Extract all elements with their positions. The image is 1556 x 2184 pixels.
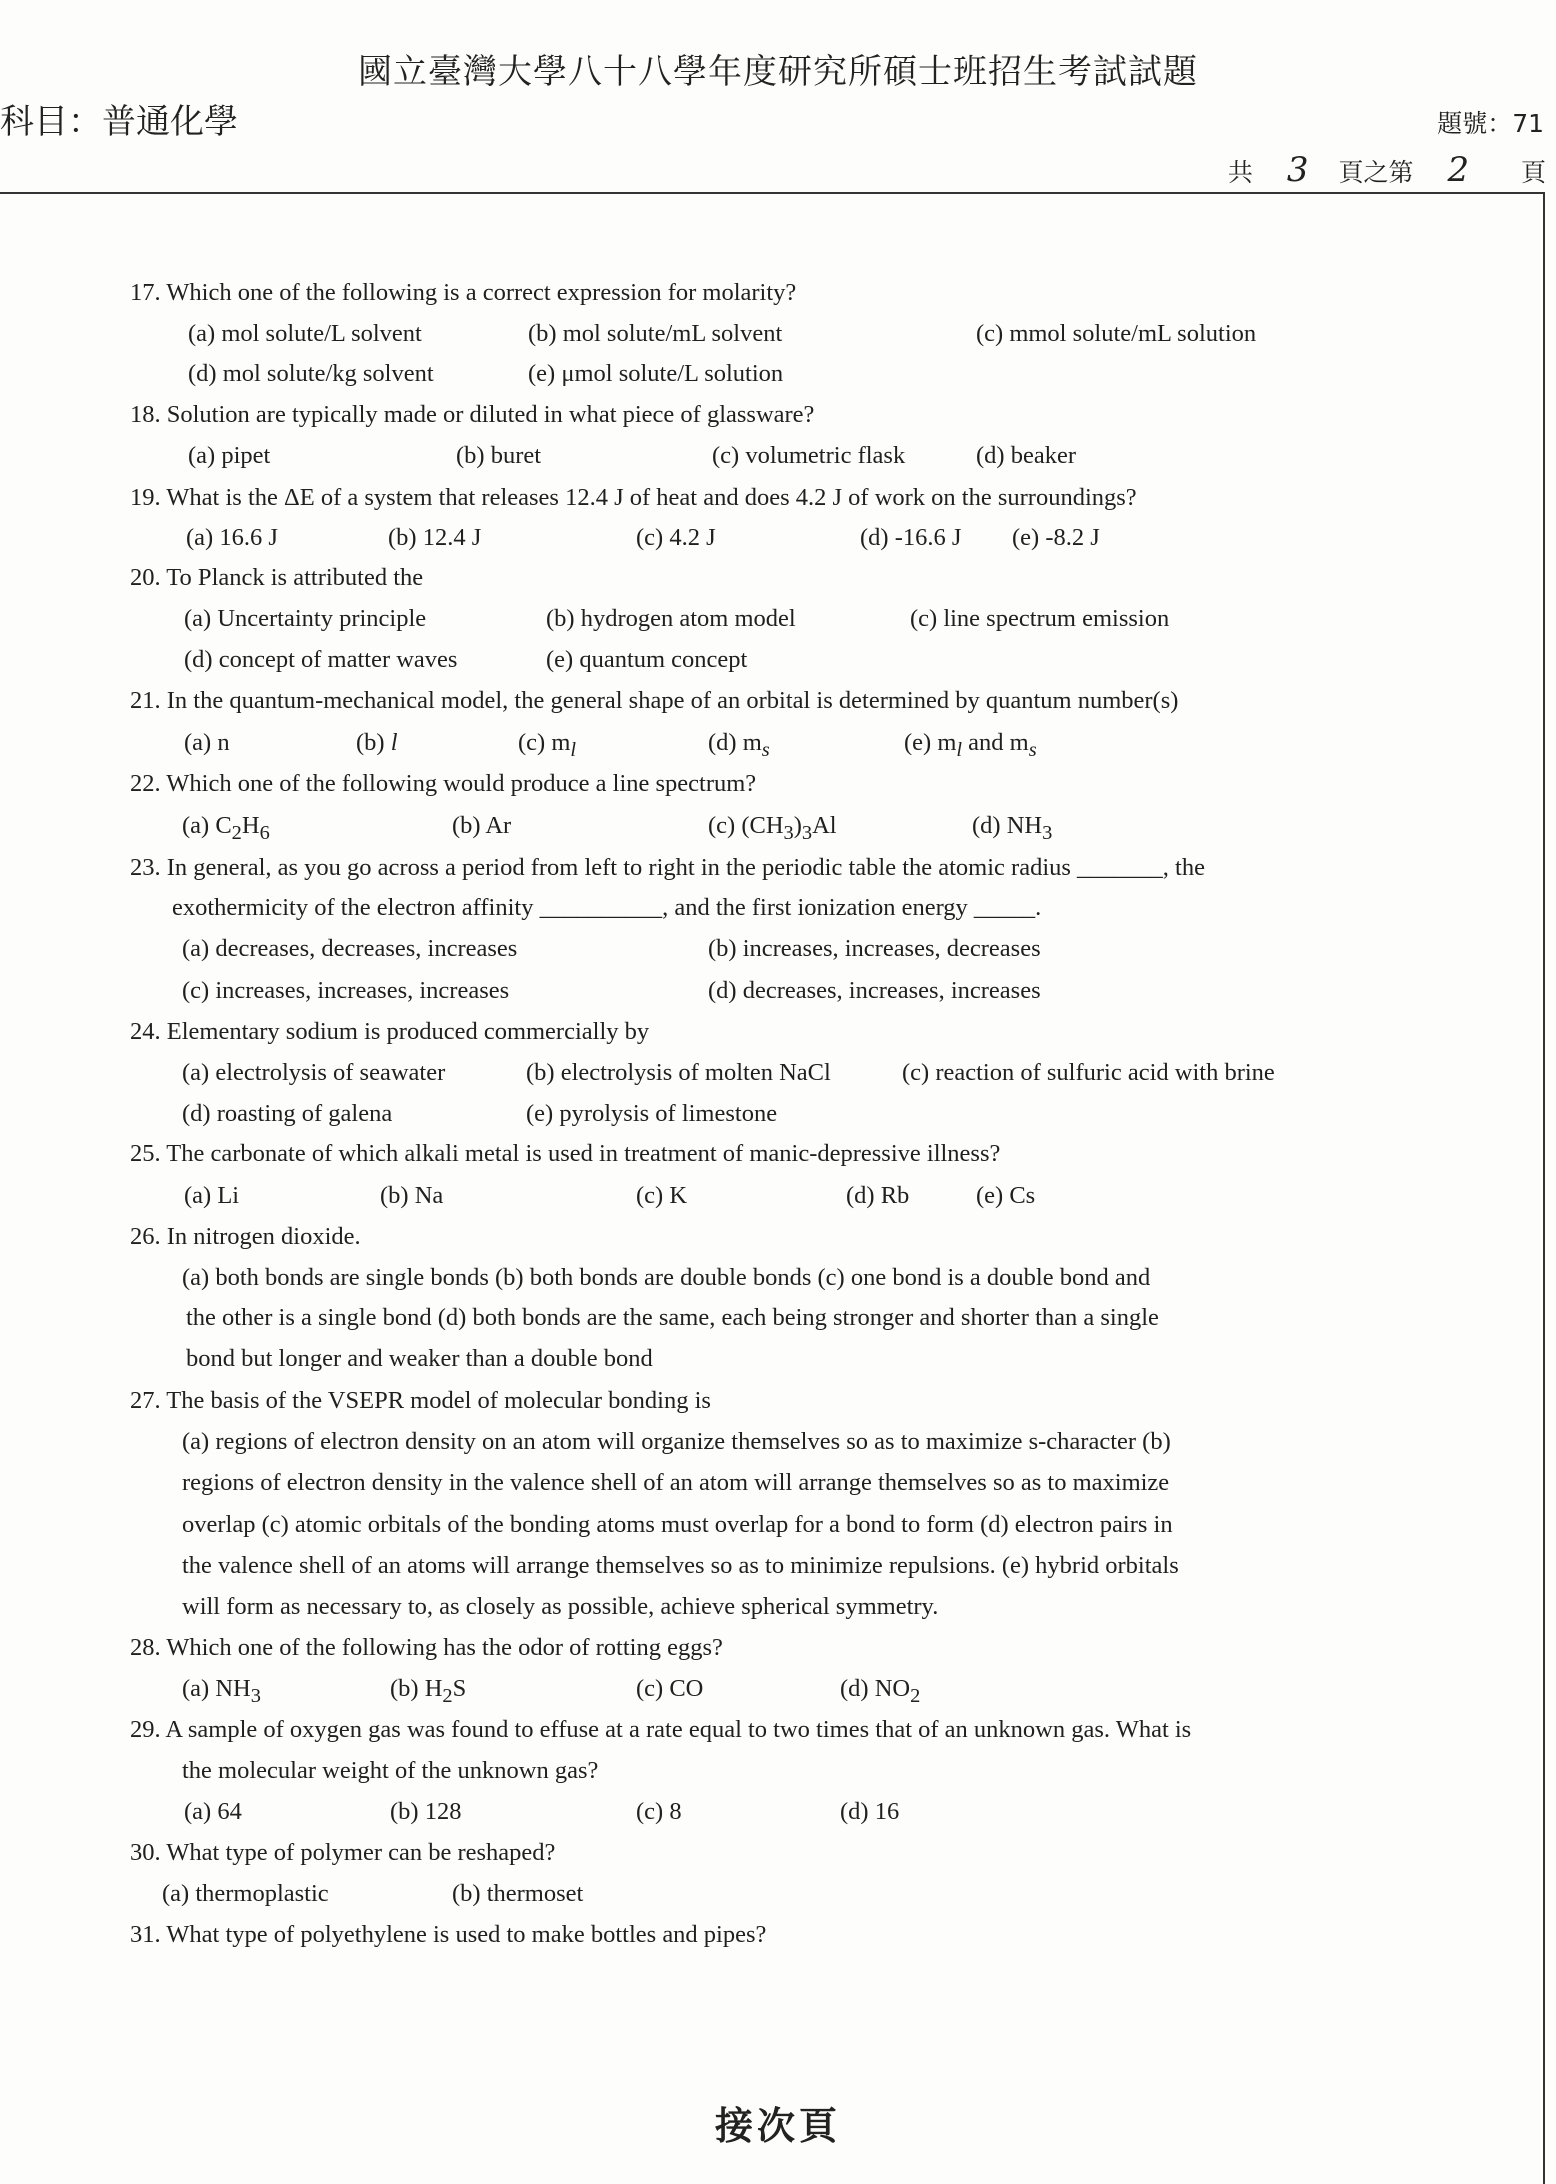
question-22-option-b: (b) Ar bbox=[452, 812, 512, 839]
question-26-options-line-3: bond but longer and weaker than a double bond bbox=[186, 1345, 653, 1372]
question-22-stem: 22. Which one of the following would produce a line spectrum? bbox=[130, 770, 757, 797]
question-code: 題號：71 bbox=[1437, 109, 1544, 138]
question-25-option-c: (c) K bbox=[636, 1182, 688, 1209]
question-22-option-a: (a) $C_2H_6$ bbox=[182, 812, 270, 844]
question-20-option-d: (d) concept of matter waves bbox=[184, 646, 458, 673]
question-29-option-a: (a) 64 bbox=[184, 1798, 242, 1825]
question-28-option-c: (c) CO bbox=[636, 1675, 704, 1702]
subject-label: 科目：普通化學 bbox=[0, 102, 238, 142]
pages-total-prefix: 共 bbox=[1227, 158, 1253, 187]
question-17-option-c: (c) mmol solute/mL solution bbox=[976, 320, 1257, 347]
question-18-option-d: (d) beaker bbox=[976, 442, 1076, 469]
question-18-option-c: (c) volumetric flask bbox=[712, 442, 906, 469]
question-27-stem: 27. The basis of the VSEPR model of molecular bonding is bbox=[130, 1387, 711, 1414]
question-25-option-e: (e) Cs bbox=[976, 1182, 1036, 1209]
question-30-stem: 30. What type of polymer can be reshaped? bbox=[130, 1839, 556, 1866]
question-28-option-b: (b) $H_2S$ bbox=[390, 1675, 467, 1707]
question-19-option-b: (b) 12.4 J bbox=[388, 524, 482, 551]
question-27-options-line-1: (a) regions of electron density on an atom will organize themselves so as to maximize s-character (b) bbox=[182, 1428, 1171, 1455]
question-25-option-a: (a) Li bbox=[184, 1182, 240, 1209]
question-20-stem: 20. To Planck is attributed the bbox=[130, 564, 424, 591]
question-27-options-line-4: the valence shell of an atoms will arrange themselves so as to minimize repulsions. (e) hybrid orbitals bbox=[182, 1552, 1179, 1579]
question-29-stem-line-1: 29. A sample of oxygen gas was found to effuse at a rate equal to two times that of an unknown gas. What is bbox=[130, 1716, 1192, 1743]
question-17-option-d: (d) mol solute/kg solvent bbox=[188, 360, 434, 387]
question-22-option-c: (c) $(CH_3)_3Al$ bbox=[708, 812, 837, 844]
question-20-option-c: (c) line spectrum emission bbox=[910, 605, 1170, 632]
question-30-option-a: (a) thermoplastic bbox=[162, 1880, 329, 1907]
question-26-options-line-2: the other is a single bond (d) both bonds are the same, each being stronger and shorter than a single bbox=[186, 1304, 1159, 1331]
question-28-option-d: (d) $NO_2$ bbox=[840, 1675, 921, 1707]
question-23-option-b: (b) increases, increases, decreases bbox=[708, 935, 1041, 962]
question-20-option-b: (b) hydrogen atom model bbox=[546, 605, 796, 632]
question-23-stem-line-2: exothermicity of the electron affinity __________, and the first ionization energy _____. bbox=[172, 894, 1042, 921]
question-25-stem: 25. The carbonate of which alkali metal is used in treatment of manic-depressive illness? bbox=[130, 1140, 1001, 1167]
question-23-option-c: (c) increases, increases, increases bbox=[182, 977, 510, 1004]
pages-total-handwritten: 3 bbox=[1286, 150, 1309, 190]
question-18-option-b: (b) buret bbox=[456, 442, 542, 469]
question-17-option-a: (a) mol solute/L solvent bbox=[188, 320, 422, 347]
question-21-option-a: (a) n bbox=[184, 729, 230, 756]
question-30-option-b: (b) thermoset bbox=[452, 1880, 584, 1907]
exam-title: 國立臺灣大學八十八學年度研究所碩士班招生考試試題 bbox=[358, 52, 1198, 92]
question-21-option-b: (b) l bbox=[356, 729, 398, 756]
question-25-option-b: (b) Na bbox=[380, 1182, 444, 1209]
question-25-option-d: (d) Rb bbox=[846, 1182, 910, 1209]
question-27-options-line-5: will form as necessary to, as closely as possible, achieve spherical symmetry. bbox=[182, 1593, 939, 1620]
question-22-option-d: (d) $NH_3$ bbox=[972, 812, 1053, 844]
question-17-stem: 17. Which one of the following is a correct expression for molarity? bbox=[130, 279, 797, 306]
question-27-options-line-2: regions of electron density in the valence shell of an atom will arrange themselves so as to maximize bbox=[182, 1469, 1170, 1496]
question-24-option-d: (d) roasting of galena bbox=[182, 1100, 393, 1127]
question-23-stem-line-1: 23. In general, as you go across a period from left to right in the periodic table the atomic radius _______, the bbox=[130, 854, 1205, 881]
question-21-option-c: (c) $m_l$ bbox=[518, 729, 577, 761]
question-19-option-d: (d) -16.6 J bbox=[860, 524, 962, 551]
question-18-option-a: (a) pipet bbox=[188, 442, 271, 469]
question-17-option-b: (b) mol solute/mL solvent bbox=[528, 320, 783, 347]
question-19-option-c: (c) 4.2 J bbox=[636, 524, 716, 551]
question-24-option-c: (c) reaction of sulfuric acid with brine bbox=[902, 1059, 1275, 1086]
question-26-options-line-1: (a) both bonds are single bonds (b) both bonds are double bonds (c) one bond is a double bond and bbox=[182, 1264, 1151, 1291]
question-29-option-d: (d) 16 bbox=[840, 1798, 900, 1825]
question-19-option-a: (a) 16.6 J bbox=[186, 524, 278, 551]
question-18-stem: 18. Solution are typically made or diluted in what piece of glassware? bbox=[130, 401, 815, 428]
question-24-option-a: (a) electrolysis of seawater bbox=[182, 1059, 446, 1086]
question-21-option-d: (d) $m_s$ bbox=[708, 729, 770, 761]
question-21-stem: 21. In the quantum-mechanical model, the general shape of an orbital is determined by quantum number(s) bbox=[130, 687, 1179, 714]
question-31-stem: 31. What type of polyethylene is used to make bottles and pipes? bbox=[130, 1921, 767, 1948]
question-27-options-line-3: overlap (c) atomic orbitals of the bonding atoms must overlap for a bond to form (d) electron pairs in bbox=[182, 1511, 1173, 1538]
continued-next-page: 接次頁 bbox=[714, 2104, 841, 2148]
question-29-option-b: (b) 128 bbox=[390, 1798, 462, 1825]
question-28-option-a: (a) $NH_3$ bbox=[182, 1675, 261, 1707]
question-19-stem: 19. What is the ΔE of a system that releases 12.4 J of heat and does 4.2 J of work on the surroundings? bbox=[130, 484, 1137, 511]
pages-suffix: 頁 bbox=[1520, 158, 1546, 187]
question-23-option-a: (a) decreases, decreases, increases bbox=[182, 935, 518, 962]
question-19-option-e: (e) -8.2 J bbox=[1012, 524, 1100, 551]
pages-current-handwritten: 2 bbox=[1447, 150, 1470, 190]
question-29-stem-line-2: the molecular weight of the unknown gas? bbox=[182, 1757, 599, 1784]
question-26-stem: 26. In nitrogen dioxide. bbox=[130, 1223, 361, 1250]
question-24-stem: 24. Elementary sodium is produced commercially by bbox=[130, 1018, 650, 1045]
question-24-option-e: (e) pyrolysis of limestone bbox=[526, 1100, 778, 1127]
question-21-option-e: (e) $m_l$ and $m_s$ bbox=[904, 729, 1037, 761]
question-29-option-c: (c) 8 bbox=[636, 1798, 682, 1825]
question-20-option-a: (a) Uncertainty principle bbox=[184, 605, 427, 632]
question-28-stem: 28. Which one of the following has the odor of rotting eggs? bbox=[130, 1634, 723, 1661]
pages-mid: 頁之第 bbox=[1338, 158, 1414, 187]
question-23-option-d: (d) decreases, increases, increases bbox=[708, 977, 1041, 1004]
question-20-option-e: (e) quantum concept bbox=[546, 646, 748, 673]
question-17-option-e: (e) μmol solute/L solution bbox=[528, 360, 784, 387]
question-24-option-b: (b) electrolysis of molten NaCl bbox=[526, 1059, 831, 1086]
